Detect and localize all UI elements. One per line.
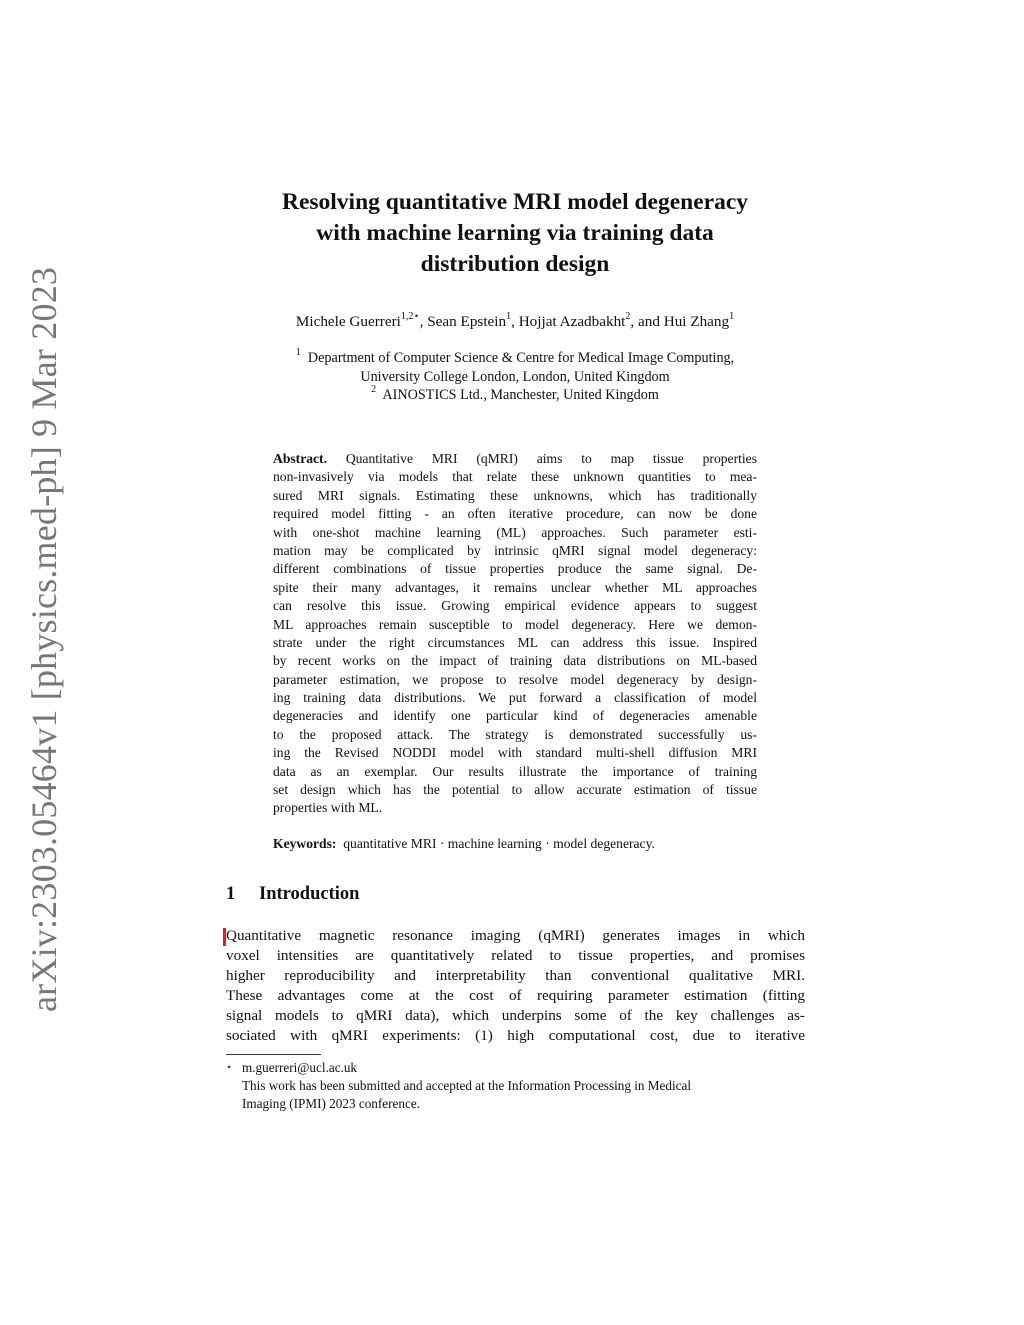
author-separator: ,	[419, 313, 428, 330]
abstract-line	[273, 450, 757, 468]
abstract-label: Abstract.	[273, 451, 327, 466]
author-affiliation-marker: 1,2⋆	[400, 310, 420, 322]
abstract-line: non-invasively via models that relate these unknown quantities to mea-	[273, 469, 757, 485]
footnote-email: m.guerreri@ucl.ac.uk	[242, 1060, 358, 1075]
abstract-line: ing the Revised NODDI model with standard multi-shell diffusion MRI	[273, 745, 757, 761]
abstract-line: by recent works on the impact of training data distributions on ML-based	[273, 653, 757, 669]
paper-title	[230, 187, 800, 280]
affiliation-text: Department of Computer Science & Centre for Medical Image Computing,	[307, 350, 735, 366]
body-line: higher reproducibility and interpretability than conventional qualitative MRI.	[226, 967, 805, 984]
affiliation-marker: 1	[295, 347, 301, 359]
title-line: with machine learning via training data	[316, 220, 714, 246]
author-affiliation-marker: 1	[506, 310, 512, 322]
abstract-line: with one-shot machine learning (ML) approaches. Such parameter esti-	[273, 524, 757, 540]
abstract-line: ML approaches remain susceptible to model degeneracy. Here we demon-	[273, 616, 757, 632]
author-affiliation-marker: 2	[625, 310, 631, 322]
body-line: These advantages come at the cost of requiring parameter estimation (fitting	[226, 987, 805, 1004]
abstract-line: set design which has the potential to allow accurate estimation of tissue	[273, 782, 757, 798]
abstract-line: parameter estimation, we propose to resolve model degeneracy by design-	[273, 671, 757, 687]
author-separator: , and	[630, 313, 664, 330]
footnote	[226, 1059, 805, 1113]
author-list	[225, 312, 805, 332]
affiliation-text: University College London, London, United Kingdom	[360, 368, 670, 385]
affiliation-text: AINOSTICS Ltd., Manchester, United Kingdom	[382, 387, 659, 403]
affiliations	[225, 349, 805, 405]
section-number: 1	[226, 884, 236, 904]
abstract-line: data as an exemplar. Our results illustrate the importance of training	[273, 763, 757, 779]
affiliation-line	[225, 386, 805, 405]
footnote-marker: ⋆	[226, 1062, 233, 1073]
abstract-line: strate under the right circumstances ML can address this issue. Inspired	[273, 634, 757, 650]
abstract-line: different combinations of tissue properties produce the same signal. De-	[273, 561, 757, 577]
abstract-line: properties with ML.	[273, 800, 383, 816]
abstract-line: ing training data distributions. We put forward a classification of model	[273, 690, 757, 706]
abstract-line: spite their many advantages, it remains unclear whether ML approaches	[273, 579, 757, 595]
abstract-line: sured MRI signals. Estimating these unknowns, which has traditionally	[273, 487, 757, 503]
body-line: signal models to qMRI data), which underpins some of the key challenges as-	[226, 1007, 805, 1024]
author-affiliation-marker: 1	[729, 310, 735, 322]
abstract-line: can resolve this issue. Growing empirical evidence appears to suggest	[273, 598, 757, 614]
author-name: Hojjat Azadbakht	[518, 313, 626, 330]
keywords-text: quantitative MRI · machine learning · model degeneracy.	[343, 836, 655, 851]
abstract-line: degeneracies and identify one particular kind of degeneracies amenable	[273, 708, 757, 724]
title-line: distribution design	[420, 251, 610, 277]
arxiv-identifier-stamp: arXiv:2303.05464v1 [physics.med-ph] 9 Mar 2023	[24, 266, 64, 1012]
section-title: Introduction	[259, 884, 360, 904]
abstract-line: to the proposed attack. The strategy is demonstrated successfully us-	[273, 726, 757, 742]
keywords-label: Keywords:	[273, 836, 337, 851]
author-name: Hui Zhang	[663, 313, 730, 330]
body-line: sociated with qMRI experiments: (1) high computational cost, due to iterative	[226, 1027, 805, 1044]
body-line: Quantitative magnetic resonance imaging (qMRI) generates images in which	[226, 927, 805, 944]
title-line: Resolving quantitative MRI model degeneracy	[281, 189, 749, 215]
affiliation-line	[225, 349, 805, 368]
footnote-note-line: Imaging (IPMI) 2023 conference.	[242, 1096, 420, 1111]
affiliation-marker: 2	[371, 384, 377, 396]
abstract-text: Quantitative MRI (qMRI) aims to map tissue properties	[345, 451, 757, 466]
affiliation-line	[225, 368, 805, 387]
author-name: Michele Guerreri	[295, 313, 401, 330]
keywords	[273, 835, 757, 853]
footnote-email-line	[226, 1059, 805, 1077]
footnote-divider	[226, 1054, 321, 1055]
author-separator: ,	[511, 313, 519, 330]
abstract	[273, 450, 757, 818]
abstract-line: mation may be complicated by intrinsic qMRI signal model degeneracy:	[273, 542, 757, 558]
abstract-line: required model fitting - an often iterative procedure, can now be done	[273, 506, 757, 522]
footnote-note-line: This work has been submitted and accepted at the Information Processing in Medical	[242, 1078, 691, 1093]
section-heading	[226, 884, 359, 905]
author-name: Sean Epstein	[427, 313, 507, 330]
body-line: voxel intensities are quantitatively related to tissue properties, and promises	[226, 947, 805, 964]
introduction-body	[226, 926, 805, 1046]
